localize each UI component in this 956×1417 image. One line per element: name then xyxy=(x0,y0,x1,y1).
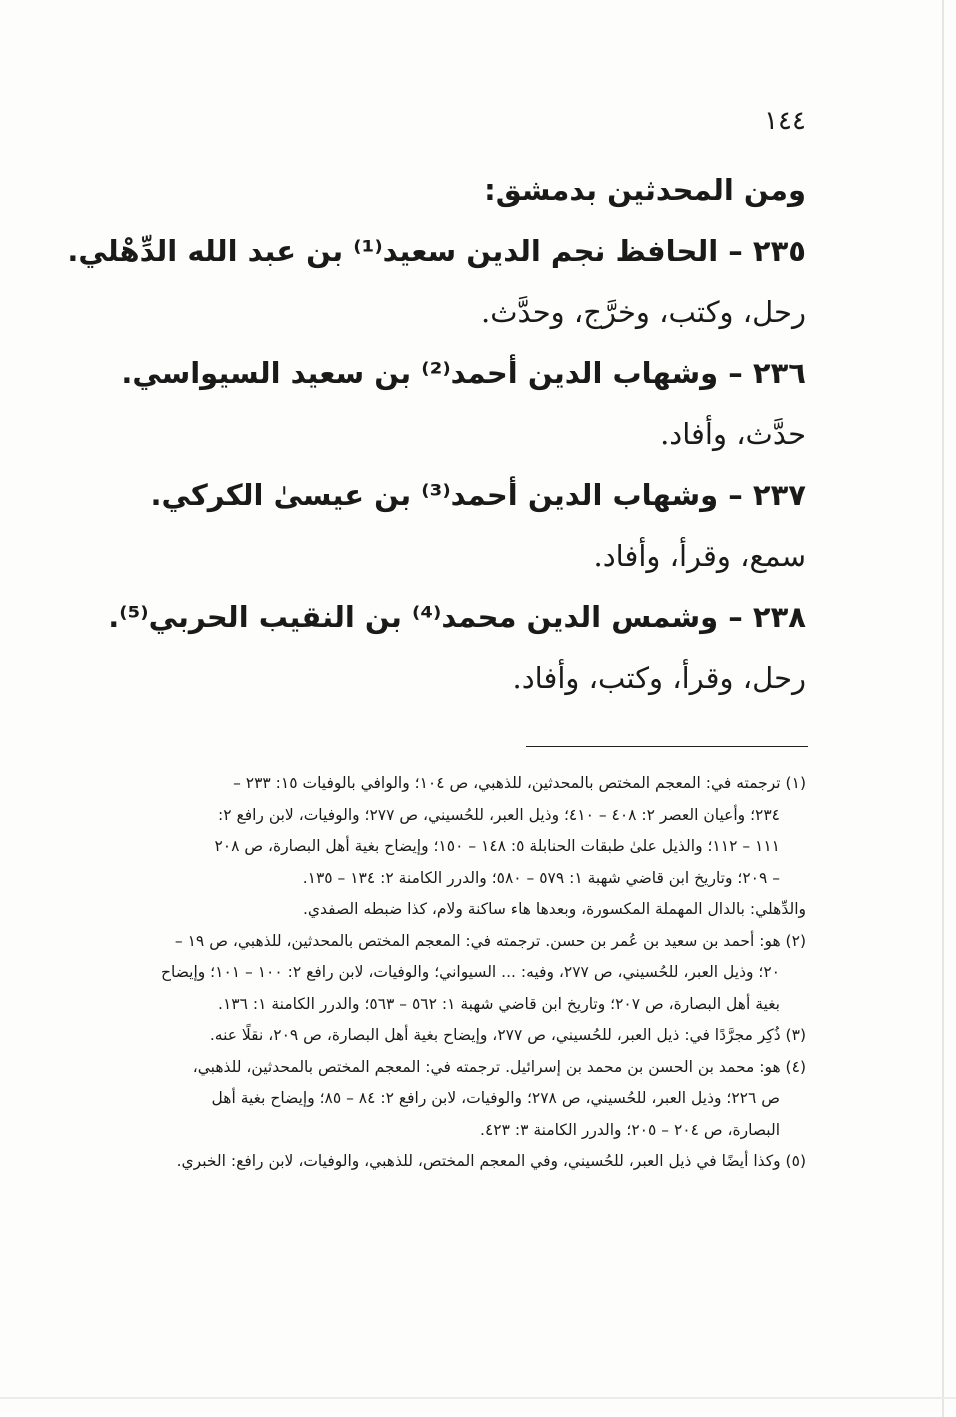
main-text xyxy=(67,160,806,709)
footnotes xyxy=(116,768,806,1178)
footnote-line: ٢٣٤؛ وأعيان العصر ٢: ٤٠٨ – ٤١٠؛ وذيل العبر، للحُسيني، ص ٢٧٧؛ والوفيات، لابن رافع ٢: xyxy=(217,805,780,824)
footnote-line: ص ٢٢٦؛ وذيل العبر، للحُسيني، ص ٢٧٨؛ والوفيات، لابن رافع ٢: ٨٤ – ٨٥؛ وإيضاح بغية أهل xyxy=(211,1089,780,1107)
entry-body-line: حدَّث، وأفاد. xyxy=(660,417,806,451)
footnote-line: والدِّهلي: بالدال المهملة المكسورة، وبعدها هاء ساكنة ولام، كذا ضبطه الصفدي. xyxy=(302,900,806,918)
footnote-line: (٢) هو: أحمد بن سعيد بن عُمر بن حسن. ترجمته في: المعجم المختص بالمحدثين، للذهبي، ص ١٩ – xyxy=(174,931,806,950)
footnote-line: ٢٠؛ وذيل العبر، للحُسيني، ص ٢٧٧، وفيه: ... السيواني؛ والوفيات، لابن رافع ٢: ١٠٠ – ١٠١؛ وإيضاح xyxy=(160,963,780,981)
entry-heading-line: ٢٣٧ – وشهاب الدين أحمد⁽³⁾ بن عيسىٰ الكركي. xyxy=(150,478,806,512)
entry-heading-line: ٢٣٨ – وشمس الدين محمد⁽⁴⁾ بن النقيب الحربي⁽⁵⁾. xyxy=(108,600,806,634)
footnote-line: (٥) وكذا أيضًا في ذيل العبر، للحُسيني، وفي المعجم المختص، للذهبي، والوفيات، لابن رافع: الخبري. xyxy=(176,1152,806,1170)
page-edge-right xyxy=(942,0,944,1417)
entry-heading-line: ٢٣٥ – الحافظ نجم الدين سعيد⁽¹⁾ بن عبد الله الدِّهْلي. xyxy=(67,234,806,268)
entry-body-line: سمع، وقرأ، وأفاد. xyxy=(593,539,806,573)
footnote-line: ١١١ – ١١٢؛ والذيل علىٰ طبقات الحنابلة ٥: ١٤٨ – ١٥٠؛ وإيضاح بغية أهل البصارة، ص ٢٠٨ xyxy=(214,837,780,855)
footnote-line: البصارة، ص ٢٠٤ – ٢٠٥؛ والدرر الكامنة ٣: ٤٢٣. xyxy=(480,1120,780,1139)
entry-heading-line: ٢٣٦ – وشهاب الدين أحمد⁽²⁾ بن سعيد السيواسي. xyxy=(121,356,806,390)
footnote-line: بغية أهل البصارة، ص ٢٠٧؛ وتاريخ ابن قاضي شهبة ١: ٥٦٢ – ٥٦٣؛ والدرر الكامنة ١: ١٣٦. xyxy=(218,994,780,1013)
entry-body-line: رحل، وكتب، وخرَّج، وحدَّث. xyxy=(481,295,806,329)
entry-body-line: رحل، وقرأ، وكتب، وأفاد. xyxy=(512,661,806,695)
page-edge-bottom xyxy=(0,1397,956,1399)
entry-heading-line: ومن المحدثين بدمشق: xyxy=(484,173,806,207)
footnote-line: (٤) هو: محمد بن الحسن بن محمد بن إسرائيل. ترجمته في: المعجم المختص بالمحدثين، للذهبي، xyxy=(192,1057,806,1076)
footnote-line: (٣) ذُكِر مجرَّدًا في: ذيل العبر، للحُسيني، ص ٢٧٧، وإيضاح بغية أهل البصارة، ص ٢٠٩، نقلًا عنه. xyxy=(209,1026,806,1044)
footnote-separator xyxy=(526,746,808,747)
footnote-line: (١) ترجمته في: المعجم المختص بالمحدثين، للذهبي، ص ١٠٤؛ والوافي بالوفيات ١٥: ٢٣٣ – xyxy=(233,774,806,792)
footnote-line: – ٢٠٩؛ وتاريخ ابن قاضي شهبة ١: ٥٧٩ – ٥٨٠؛ والدرر الكامنة ٢: ١٣٤ – ١٣٥. xyxy=(302,868,780,887)
page-number: ١٤٤ xyxy=(764,106,806,136)
